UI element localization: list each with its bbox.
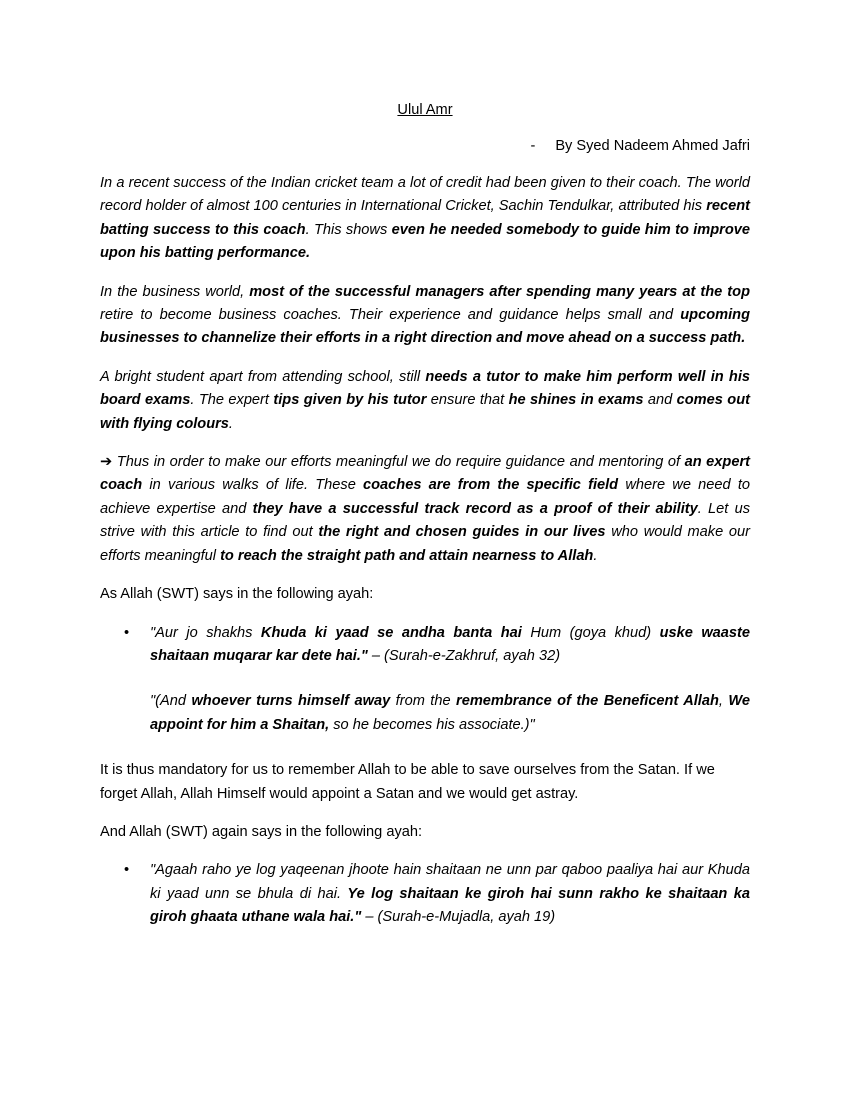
- text-run: ensure that: [426, 392, 509, 409]
- text-run: "Aur jo shakhs: [150, 624, 261, 641]
- paragraph-remember-allah: It is thus mandatory for us to remember Allah to be able to save ourselves from the Satan. If we forget Allah, Allah Himself would appoint a Satan and we would get astray.: [100, 762, 715, 802]
- text-run: Hum (goya khud): [521, 624, 660, 641]
- bold-run: Ye log shaitaan ke giroh hai sunn rakho ke shaitaan ka giroh ghaata uthane wala hai.": [150, 885, 750, 926]
- text-run: In the business world,: [100, 283, 250, 300]
- arrow-icon: ➔: [100, 454, 113, 471]
- bold-run: Khuda ki yaad se andha banta hai: [260, 624, 522, 641]
- author-byline: [100, 136, 750, 156]
- text-run: Thus in order to make our efforts meaningful we do require guidance and mentoring of: [112, 454, 685, 471]
- quote-zakhruf-translation: [100, 690, 750, 737]
- text-run: "(And: [150, 693, 192, 710]
- bold-run: most of the successful managers after spending many years at the top: [249, 283, 750, 300]
- bold-run: the right and chosen guides in our lives: [318, 524, 606, 541]
- text-run: from the: [390, 693, 457, 710]
- bold-run: tips given by his tutor: [273, 392, 427, 409]
- bold-run: they have a successful track record as a proof of their ability: [252, 500, 698, 517]
- bold-run: needs a tutor to make him perform well in his board exams: [100, 368, 750, 409]
- document-body: [100, 100, 750, 930]
- text-run: and: [643, 392, 677, 409]
- bullet-icon: •: [124, 624, 130, 641]
- text-run: . Let us strive with this article to find out: [100, 500, 750, 541]
- text-run: where we need to achieve expertise and: [100, 477, 751, 517]
- bold-run: to reach the straight path and attain nearness to Allah: [220, 547, 594, 564]
- text-run: . This shows: [305, 221, 392, 238]
- text-run: . The expert: [190, 392, 274, 409]
- text-run: in various walks of life. These: [142, 477, 364, 494]
- paragraph-ayah-intro-2: And Allah (SWT) again says in the following ayah:: [100, 823, 423, 840]
- author-name: By Syed Nadeem Ahmed Jafri: [555, 138, 750, 154]
- bold-run: recent batting success to this coach: [100, 198, 750, 238]
- bold-run: remembrance of the Beneficent Allah: [456, 693, 719, 710]
- text-run: – (Surah-e-Zakhruf, ayah 32): [367, 647, 561, 664]
- text-run: "Agaah raho ye log yaqeenan jhoote hain shaitaan ne unn par qaboo paaliya hai aur Khuda ki yaad unn se bhula di hai.: [150, 862, 750, 902]
- quote-zakhruf: [100, 622, 750, 669]
- bold-run: coaches are from the specific field: [363, 477, 619, 494]
- text-run: .: [228, 415, 233, 432]
- bullet-icon: •: [124, 862, 130, 879]
- text-run: so he becomes his associate.)": [329, 716, 535, 733]
- document-title: Ulul Amr: [397, 102, 453, 118]
- text-run: retire to become business coaches. Their experience and guidance helps small and: [100, 307, 681, 324]
- quote-mujadla: [100, 859, 750, 929]
- bold-run: whoever turns himself away: [191, 693, 391, 710]
- bold-run: comes out with flying colours: [100, 392, 750, 432]
- text-run: who would make our efforts meaningful: [100, 524, 751, 564]
- paragraph-business-coaches: [100, 281, 750, 351]
- bold-run: We appoint for him a Shaitan,: [150, 693, 751, 733]
- bold-run: even he needed somebody to guide him to improve upon his batting performance.: [100, 221, 750, 262]
- text-run: A bright student apart from attending school, still: [100, 368, 426, 385]
- bold-run: he shines in exams: [508, 392, 644, 409]
- text-run: – (Surah-e-Mujadla, ayah 19): [361, 909, 556, 926]
- paragraph-guidance: [100, 451, 750, 568]
- byline-dash: -: [530, 138, 536, 154]
- paragraph-cricket-coach: [100, 172, 750, 266]
- text-run: .: [593, 547, 598, 564]
- paragraph-ayah-intro-1: As Allah (SWT) says in the following ayah:: [100, 586, 374, 603]
- bold-run: uske waaste shaitaan muqarar kar dete hai.": [150, 624, 750, 664]
- bold-run: an expert coach: [100, 454, 750, 494]
- text-run: ,: [718, 693, 729, 710]
- paragraph-student-tutor: [100, 366, 750, 436]
- text-run: In a recent success of the Indian cricket team a lot of credit had been given to their coach. The world record holder of almost 100 centuries in International Cricket, Sachin Tendulkar, attributed his: [100, 175, 750, 215]
- bold-run: upcoming businesses to channelize their efforts in a right direction and move ahead on a success path.: [100, 307, 750, 347]
